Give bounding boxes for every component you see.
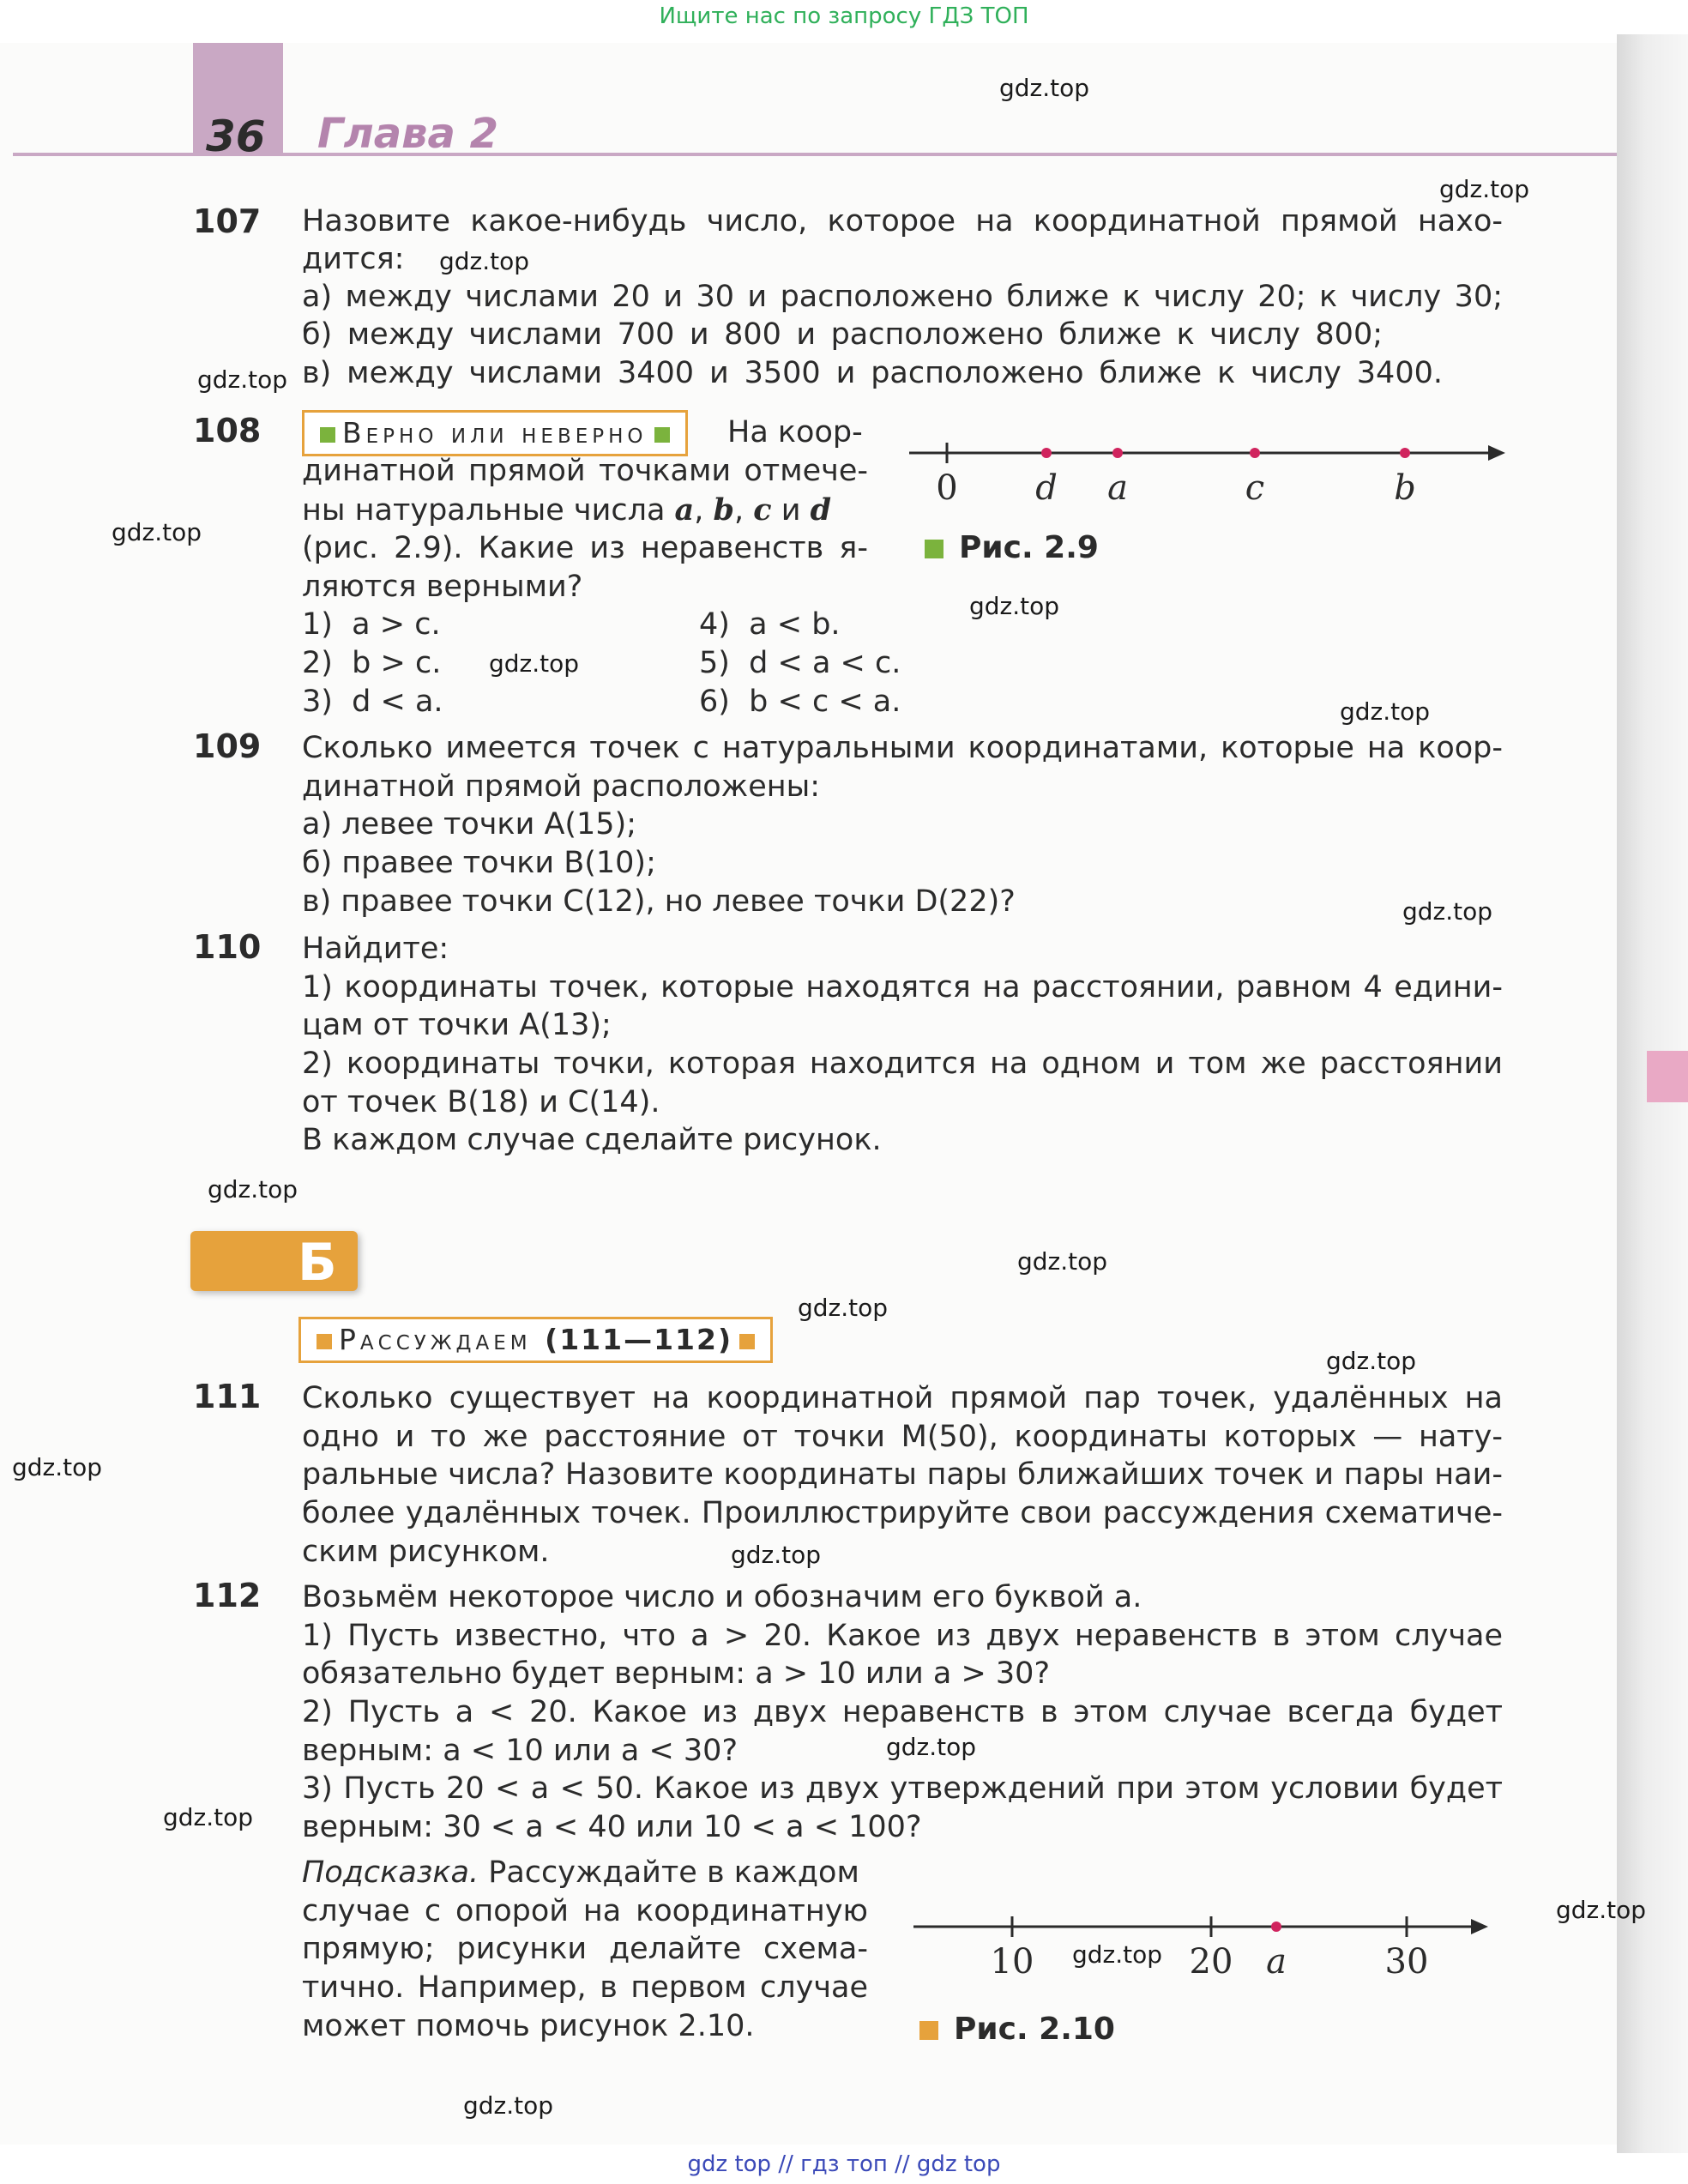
var-d: d: [810, 492, 832, 528]
label-a: a: [1107, 468, 1128, 508]
p112-line: Возьмём некоторое число и обозначим его буквой a.: [302, 1580, 1142, 1614]
p110-line: 1) координаты точек, которые находятся на расстоянии, равном 4 едини-: [302, 970, 1503, 1005]
point-c: [1250, 448, 1260, 458]
watermark: gdz.top: [439, 247, 530, 275]
watermark: gdz.top: [1556, 1896, 1647, 1924]
page-number: 36: [206, 112, 266, 161]
watermark: gdz.top: [489, 649, 580, 678]
p110-line: от точек B(18) и C(14).: [302, 1085, 660, 1119]
watermark: gdz.top: [798, 1294, 889, 1322]
p109-line: динатной прямой расположены:: [302, 769, 821, 804]
caption-square-icon: [919, 2021, 938, 2040]
p108-item: 1) a > c.: [302, 607, 441, 642]
rubric-square-icon: [654, 427, 670, 443]
rubric-square-icon: [739, 1334, 755, 1349]
p112-line: верным: a < 10 или a < 30?: [302, 1734, 738, 1768]
p107-line: Назовите какое-нибудь число, которое на координатной прямой нахо-: [302, 204, 1503, 238]
var-c: c: [753, 492, 772, 528]
p110-line: В каждом случае сделайте рисунок.: [302, 1123, 882, 1157]
label-10: 10: [990, 1942, 1034, 1982]
label-30: 30: [1384, 1942, 1429, 1982]
p111-line: ским рисунком.: [302, 1535, 550, 1569]
p108-line: На коор-: [727, 415, 863, 449]
p112-line: 1) Пусть известно, что a > 20. Какое из двух неравенств в этом случае: [302, 1619, 1503, 1653]
rubric-label: Верно или неверно: [342, 416, 648, 449]
label-b: b: [1394, 468, 1416, 508]
figure-2-9-number-line: [909, 429, 1510, 523]
p109-line: в) правее точки C(12), но левее точки D(22)?: [302, 884, 1016, 919]
watermark: gdz.top: [1072, 1940, 1163, 1969]
p112-line: 3) Пусть 20 < a < 50. Какое из двух утверждений при этом условии будет: [302, 1771, 1503, 1806]
p109-line: Сколько имеется точек с натуральными координатами, которые на коор-: [302, 731, 1503, 765]
watermark: gdz.top: [112, 518, 202, 546]
watermark: gdz.top: [1326, 1347, 1417, 1375]
caption-text: Рис. 2.10: [954, 2012, 1115, 2047]
caption-text: Рис. 2.9: [959, 530, 1099, 565]
p108-item: 6) b < c < a.: [699, 685, 901, 719]
p107-line: а) между числами 20 и 30 и расположено ближе к числу 20; к числу 30;: [302, 280, 1503, 314]
p107-line: дится:: [302, 242, 405, 276]
p108-line: (рис. 2.9). Какие из неравенств я-: [302, 531, 868, 565]
p107-line: в) между числами 3400 и 3500 и расположено ближе к числу 3400.: [302, 356, 1443, 390]
section-letter: Б: [298, 1233, 337, 1293]
p108-item: 2) b > c.: [302, 646, 442, 680]
p111-line: одно и то же расстояние от точки M(50), координаты которых — нату-: [302, 1420, 1503, 1454]
hint-line: может помочь рисунок 2.10.: [302, 2009, 755, 2043]
section-badge: [190, 1231, 358, 1291]
watermark: gdz.top: [1340, 697, 1431, 726]
point-a: [1112, 448, 1123, 458]
rubric-reasoning: [298, 1317, 773, 1363]
watermark: gdz.top: [197, 365, 288, 394]
rubric-range: (111—112): [545, 1323, 733, 1356]
p111-line: более удалённых точек. Проиллюстрируйте свои рассуждения схематиче-: [302, 1496, 1503, 1530]
problem-number-109: 109: [193, 727, 262, 765]
p108-item: 3) d < a.: [302, 685, 443, 719]
p112-line: 2) Пусть a < 20. Какое из двух неравенств в этом случае всегда будет: [302, 1695, 1503, 1729]
p108-line-text: ны натуральные числа: [302, 493, 666, 528]
watermark: gdz.top: [1402, 897, 1493, 926]
p111-line: ральные числа? Назовите координаты пары ближайших точек и пары наи-: [302, 1457, 1503, 1492]
p111-line: Сколько существует на координатной прямой пар точек, удалённых на: [302, 1381, 1503, 1415]
p110-line: Найдите:: [302, 932, 449, 966]
rubric-label: Рассуждаем: [339, 1323, 532, 1356]
problem-number-110: 110: [193, 928, 262, 966]
watermark: gdz.top: [999, 74, 1090, 102]
axis-arrow-icon: [1471, 1919, 1488, 1934]
rubric-true-false: [302, 410, 688, 456]
watermark: gdz.top: [886, 1733, 977, 1761]
watermark: gdz.top: [969, 592, 1060, 620]
var-b: b: [713, 492, 734, 528]
and-word: и: [781, 493, 801, 528]
top-banner[interactable]: Ищите нас по запросу ГДЗ ТОП: [659, 3, 1029, 29]
hint-line: тично. Например, в первом случае: [302, 1970, 868, 2005]
point-b: [1400, 448, 1410, 458]
hint-line: прямую; рисунки делайте схема-: [302, 1932, 868, 1966]
watermark: gdz.top: [731, 1541, 822, 1569]
label-0: 0: [936, 468, 958, 508]
problem-number-108: 108: [193, 412, 262, 449]
p109-line: б) правее точки B(10);: [302, 846, 656, 880]
label-20: 20: [1189, 1942, 1233, 1982]
watermark: gdz.top: [12, 1453, 103, 1481]
chapter-title: Глава 2: [317, 110, 499, 158]
p112-line: верным: 30 < a < 40 или 10 < a < 100?: [302, 1810, 922, 1844]
rubric-square-icon: [320, 427, 335, 443]
label-c: c: [1245, 468, 1265, 508]
caption-square-icon: [925, 540, 943, 558]
hint-text: Рассуждайте в каждом: [488, 1855, 859, 1890]
watermark: gdz.top: [208, 1175, 298, 1204]
point-d: [1041, 448, 1052, 458]
p107-line: б) между числами 700 и 800 и расположено ближе к числу 800;: [302, 317, 1383, 352]
figure-caption-2-10: [919, 2012, 1115, 2047]
axis-arrow-icon: [1488, 445, 1505, 461]
watermark: gdz.top: [1439, 175, 1530, 203]
p109-line: а) левее точки A(15);: [302, 807, 637, 842]
figure-caption-2-9: [925, 530, 1099, 565]
watermark: gdz.top: [463, 2091, 554, 2120]
p108-item: 4) a < b.: [699, 607, 841, 642]
p110-line: 2) координаты точки, которая находится на одном и том же расстоянии: [302, 1047, 1503, 1081]
rubric-square-icon: [316, 1334, 332, 1349]
watermark: gdz.top: [163, 1803, 254, 1831]
problem-number-111: 111: [193, 1378, 262, 1415]
label-a: a: [1266, 1942, 1287, 1982]
p108-item: 5) d < a < c.: [699, 646, 901, 680]
p110-line: цам от точки A(13);: [302, 1008, 612, 1042]
p112-line: обязательно будет верным: a > 10 или a > 30?: [302, 1656, 1051, 1691]
point-a: [1271, 1922, 1281, 1932]
p108-line: ны натуральные числа a, b, c и d: [302, 492, 832, 528]
problem-number-112: 112: [193, 1577, 262, 1614]
problem-number-107: 107: [193, 202, 262, 240]
p108-line: динатной прямой точками отмече-: [302, 454, 868, 488]
watermark: gdz.top: [1017, 1247, 1108, 1276]
hint-line: случае с опорой на координатную: [302, 1894, 868, 1928]
figure-2-10-number-line: [909, 1903, 1510, 1997]
hint-line: [302, 1855, 859, 1890]
page-tab-marker: [1647, 1051, 1688, 1102]
p108-line: ляются верными?: [302, 570, 583, 604]
bottom-banner[interactable]: gdz top // гдз топ // gdz top: [687, 2151, 1001, 2177]
var-a: a: [674, 492, 695, 528]
hint-label: Подсказка.: [302, 1855, 479, 1890]
label-d: d: [1035, 468, 1058, 508]
